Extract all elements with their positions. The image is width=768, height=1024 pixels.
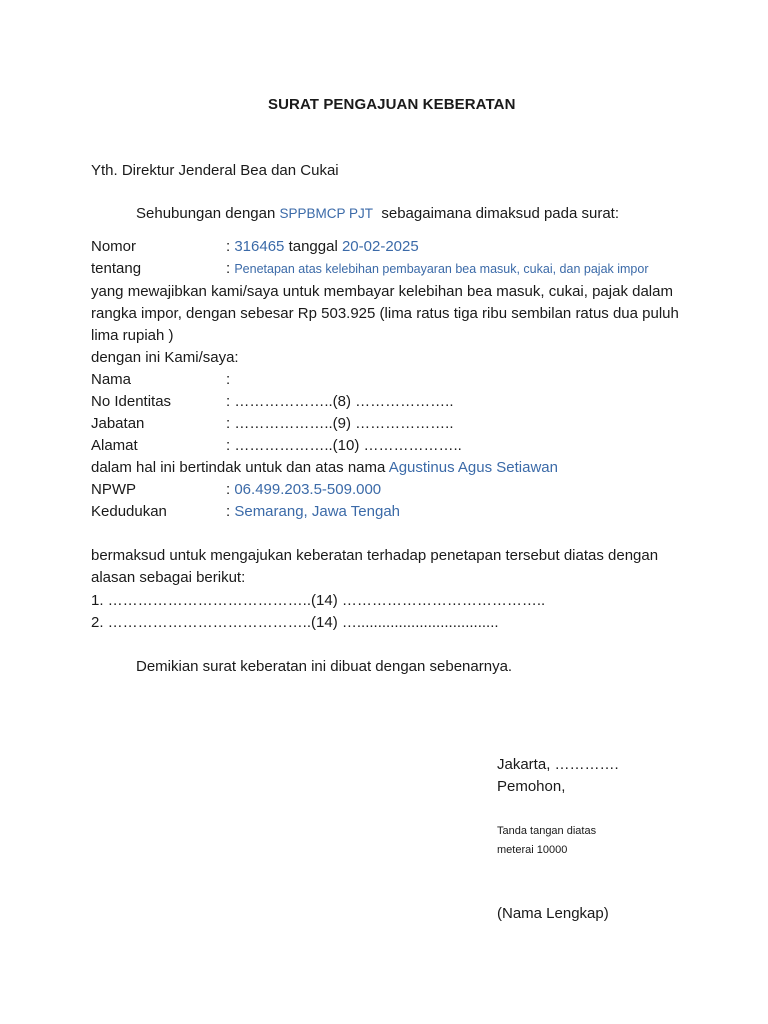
nomor-tanggal-word: tanggal	[288, 238, 338, 255]
signature-note-line-2: meterai 10000	[497, 844, 568, 856]
field-jabatan-label: Jabatan	[91, 415, 145, 432]
nomor-number: 316465	[234, 238, 285, 255]
on-behalf-line	[91, 459, 558, 477]
intro-prefix: Sehubungan dengan	[136, 205, 276, 222]
body-line-1: yang mewajibkan kami/saya untuk membayar kelebihan bea masuk, cukai, pajak dalam	[91, 283, 673, 300]
addressee: Yth. Direktur Jenderal Bea dan Cukai	[91, 162, 339, 179]
nomor-value	[226, 238, 419, 256]
objection-line-2: alasan sebagai berikut:	[91, 569, 246, 586]
field-nama-value: :	[226, 371, 231, 388]
intro-suffix: sebagaimana dimaksud pada surat:	[381, 205, 620, 222]
body-line-4: dengan ini Kami/saya:	[91, 349, 239, 366]
signature-note-line-1: Tanda tangan diatas	[497, 825, 597, 837]
npwp-colon: :	[226, 481, 231, 498]
kedudukan-colon: :	[226, 503, 231, 520]
reason-item-1: 1. …………………………………..(14) …………………………………..	[91, 592, 546, 609]
on-behalf-text: dalam hal ini bertindak untuk dan atas nama	[91, 459, 386, 476]
field-nama-label: Nama	[91, 371, 132, 388]
field-alamat-value: : ………………..(10) ………………..	[226, 437, 462, 454]
tentang-colon: :	[226, 260, 231, 277]
signature-place-date: Jakarta, ………….	[497, 756, 619, 773]
intro-doc-type: SPPBMCP PJT	[279, 206, 374, 221]
body-line-2: rangka impor, dengan sebesar Rp 503.925 (lima ratus tiga ribu sembilan ratus dua puluh	[91, 305, 679, 322]
field-jabatan-value: : ………………..(9) ………………..	[226, 415, 454, 432]
field-no-identitas-label: No Identitas	[91, 393, 172, 410]
tentang-text: Penetapan atas kelebihan pembayaran bea masuk, cukai, dan pajak impor	[234, 262, 649, 276]
kedudukan-value: Semarang, Jawa Tengah	[234, 503, 401, 520]
npwp-value-line	[226, 481, 381, 499]
closing-statement: Demikian surat keberatan ini dibuat dengan sebenarnya.	[136, 658, 513, 675]
tentang-label: tentang	[91, 260, 142, 277]
nomor-date: 20-02-2025	[341, 238, 419, 255]
tentang-value	[226, 260, 649, 278]
npwp-value: 06.499.203.5-509.000	[234, 481, 382, 498]
kedudukan-value-line	[226, 503, 400, 521]
objection-line-1: bermaksud untuk mengajukan keberatan terhadap penetapan tersebut diatas dengan	[91, 547, 659, 564]
nomor-colon: :	[226, 238, 231, 255]
field-no-identitas-value: : ………………..(8) ………………..	[226, 393, 454, 410]
on-behalf-name: Agustinus Agus Setiawan	[388, 459, 558, 476]
letter-title: SURAT PENGAJUAN KEBERATAN	[268, 96, 516, 113]
signature-role: Pemohon,	[497, 778, 566, 795]
kedudukan-label: Kedudukan	[91, 503, 167, 520]
reason-item-2: 2. …………………………………..(14) …..................................	[91, 614, 499, 631]
signature-name: (Nama Lengkap)	[497, 905, 609, 922]
body-line-3: lima rupiah )	[91, 327, 174, 344]
field-alamat-label: Alamat	[91, 437, 138, 454]
nomor-label: Nomor	[91, 238, 137, 255]
intro-line	[136, 205, 619, 223]
npwp-label: NPWP	[91, 481, 136, 498]
